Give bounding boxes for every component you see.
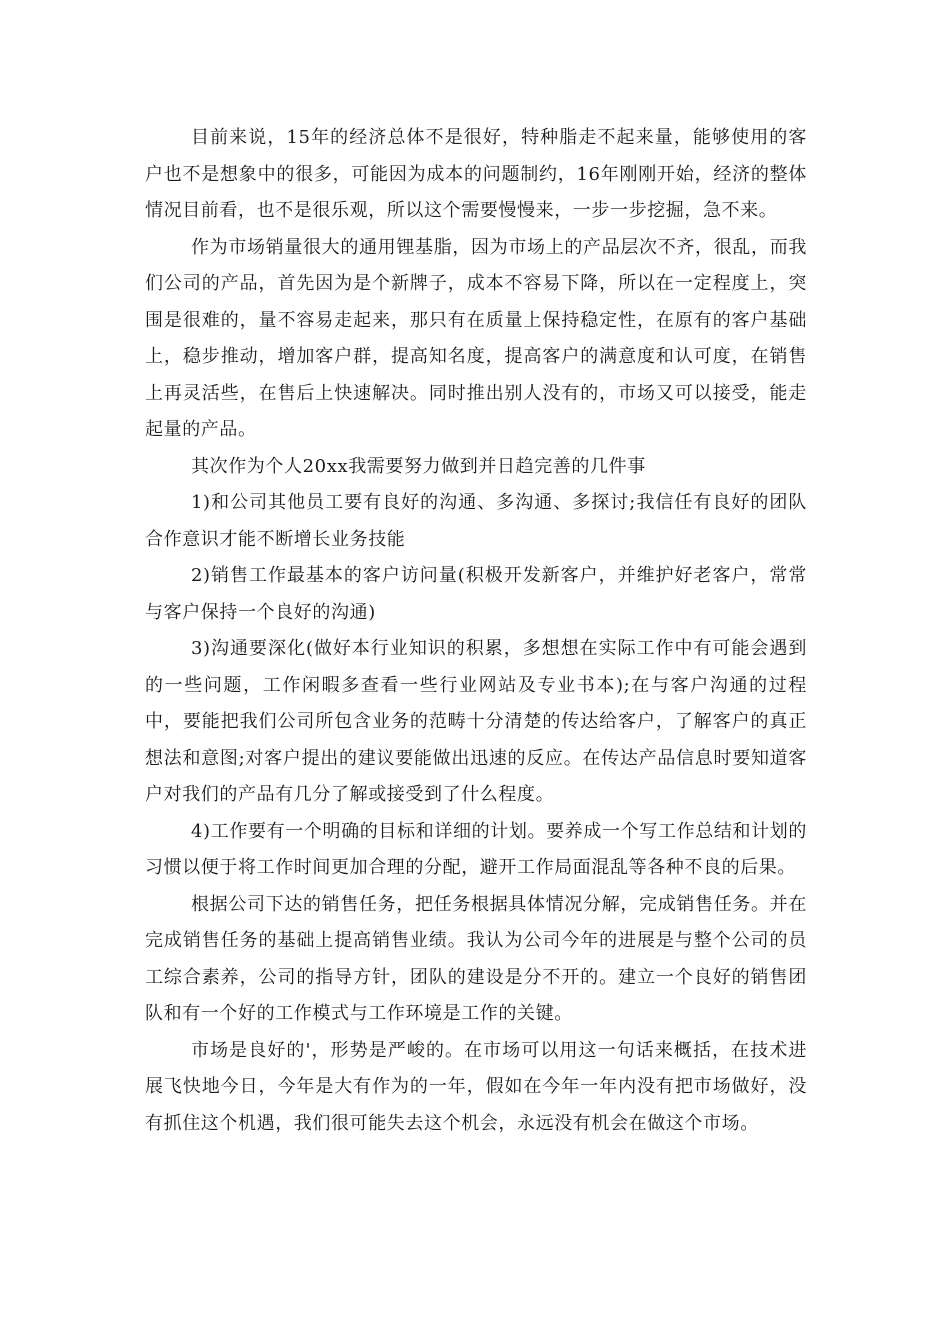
paragraph-goal-4-planning: 4)工作要有一个明确的目标和详细的计划。要养成一个写工作总结和计划的习惯以便于将工作时间更加合理的分配，避开工作局面混乱等各种不良的后果。 — [145, 820, 807, 878]
paragraph-goal-3-deepen-communication: 3)沟通要深化(做好本行业知识的积累，多想想在实际工作中有可能会遇到的一些问题，工作闲暇多查看一些行业网站及专业书本);在与客户沟通的过程中，要能把我们公司所包含业务的范畴十分清楚的传达给客户，了解客户的真正想法和意图;对客户提出的建议要能做出迅速的反应。在传达产品信息时要知道客户对我们的产品有几分了解或接受到了什么程度。 — [145, 638, 807, 805]
paragraph-goal-2-customer-visits: 2)销售工作最基本的客户访问量(积极开发新客户，并维护好老客户，常常与客户保持一个良好的沟通) — [145, 565, 807, 623]
document-body — [145, 120, 807, 1142]
paragraph-lithium-grease-market: 作为市场销量很大的通用锂基脂，因为市场上的产品层次不齐，很乱，而我们公司的产品，首先因为是个新牌子，成本不容易下降，所以在一定程度上，突围是很难的，量不容易走起来，那只有在质量上保持稳定性，在原有的客户基础上，稳步推动，增加客户群，提高知名度，提高客户的满意度和认可度，在销售上再灵活些，在售后上快速解决。同时推出别人没有的，市场又可以接受，能走起量的产品。 — [145, 236, 807, 440]
paragraph-goal-1-communication: 1)和公司其他员工要有良好的沟通、多沟通、多探讨;我信任有良好的团队合作意识才能不断增长业务技能 — [145, 492, 807, 550]
paragraph-sales-targets: 根据公司下达的销售任务，把任务根据具体情况分解，完成销售任务。并在完成销售任务的基础上提高销售业绩。我认为公司今年的进展是与整个公司的员工综合素养，公司的指导方针，团队的建设是分不开的。建立一个良好的销售团队和有一个好的工作模式与工作环境是工作的关键。 — [145, 893, 807, 1024]
paragraph-economy-outlook: 目前来说，15年的经济总体不是很好，特种脂走不起来量，能够使用的客户也不是想象中的很多，可能因为成本的问题制约，16年刚刚开始，经济的整体情况目前看，也不是很乐观，所以这个需要慢慢来，一步一步挖掘，急不来。 — [145, 127, 807, 221]
paragraph-market-situation: 市场是良好的'，形势是严峻的。在市场可以用这一句话来概括，在技术进展飞快地今日，今年是大有作为的一年，假如在今年一年内没有把市场做好，没有抓住这个机遇，我们很可能失去这个机会，永远没有机会在做这个市场。 — [145, 1039, 807, 1134]
paragraph-personal-goals-intro: 其次作为个人20xx我需要努力做到并日趋完善的几件事 — [191, 455, 646, 477]
